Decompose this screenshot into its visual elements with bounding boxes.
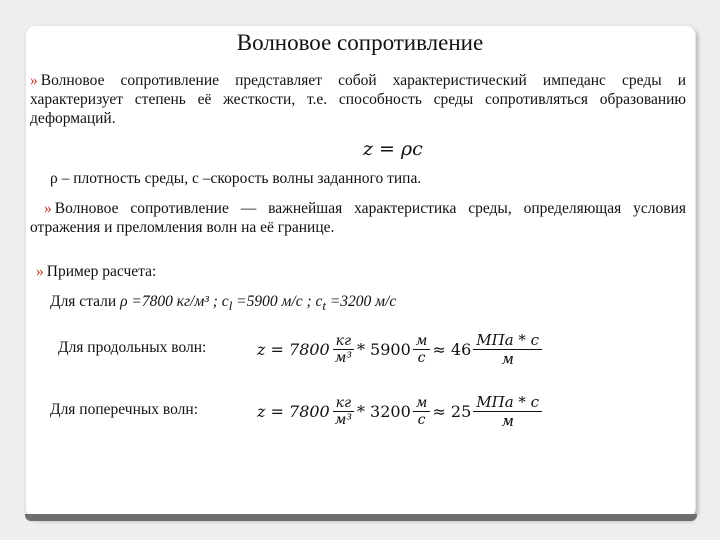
unit-fraction: $\frac{м}{с}$ <box>413 395 431 428</box>
bullet-icon: » <box>44 200 52 217</box>
paragraph-definition <box>30 71 686 128</box>
paragraph-importance <box>30 199 686 237</box>
paragraph-importance-text: Волновое сопротивление — важнейшая характеристика среды, определяющая условия отражения и преломления волн на её границе. <box>30 200 686 236</box>
calc-longitudinal: z = 7800 $\frac{кг}{\text{м³}}$ * 5900 $\frac{м}{с}$ ≈ 46 $\frac{\text{МПа * с}}{м}$ <box>257 331 544 368</box>
result-fraction: $\frac{\text{МПа * с}}{м}$ <box>473 331 542 368</box>
impedance-formula: z = ρc <box>363 138 423 160</box>
bullet-icon: » <box>36 263 44 280</box>
unit-fraction: $\frac{кг}{\text{м³}}$ <box>332 333 355 366</box>
unit-fraction: $\frac{кг}{\text{м³}}$ <box>332 395 355 428</box>
label-longitudinal: Для продольных волн: <box>58 339 207 356</box>
example-heading-text: Пример расчета: <box>46 263 157 280</box>
bullet-icon: » <box>30 72 38 89</box>
variables-explanation: ρ – плотность среды, c –скорость волны заданного типа. <box>50 170 422 187</box>
label-transverse: Для поперечных волн: <box>50 401 198 418</box>
slide-title: Волновое сопротивление <box>236 30 484 55</box>
example-heading <box>36 262 692 281</box>
unit-fraction: $\frac{м}{с}$ <box>413 333 431 366</box>
result-fraction: $\frac{\text{МПа * с}}{м}$ <box>473 393 542 430</box>
paragraph-definition-text: Волновое сопротивление представляет собой характеристический импеданс среды и характеризует степень её жесткости, т.е. способность среды сопротивляться образованию деформаций. <box>30 72 686 127</box>
slide-bottom-bar <box>25 514 697 521</box>
calc-transverse: z = 7800 $\frac{кг}{\text{м³}}$ * 3200 $\frac{м}{с}$ ≈ 25 $\frac{\text{МПа * с}}{м}$ <box>257 393 544 430</box>
steel-parameters: Для стали ρ =7800 кг/м³ ; $c_l =5900$ м/с ; $c_t =3200$ м/с <box>50 293 397 314</box>
